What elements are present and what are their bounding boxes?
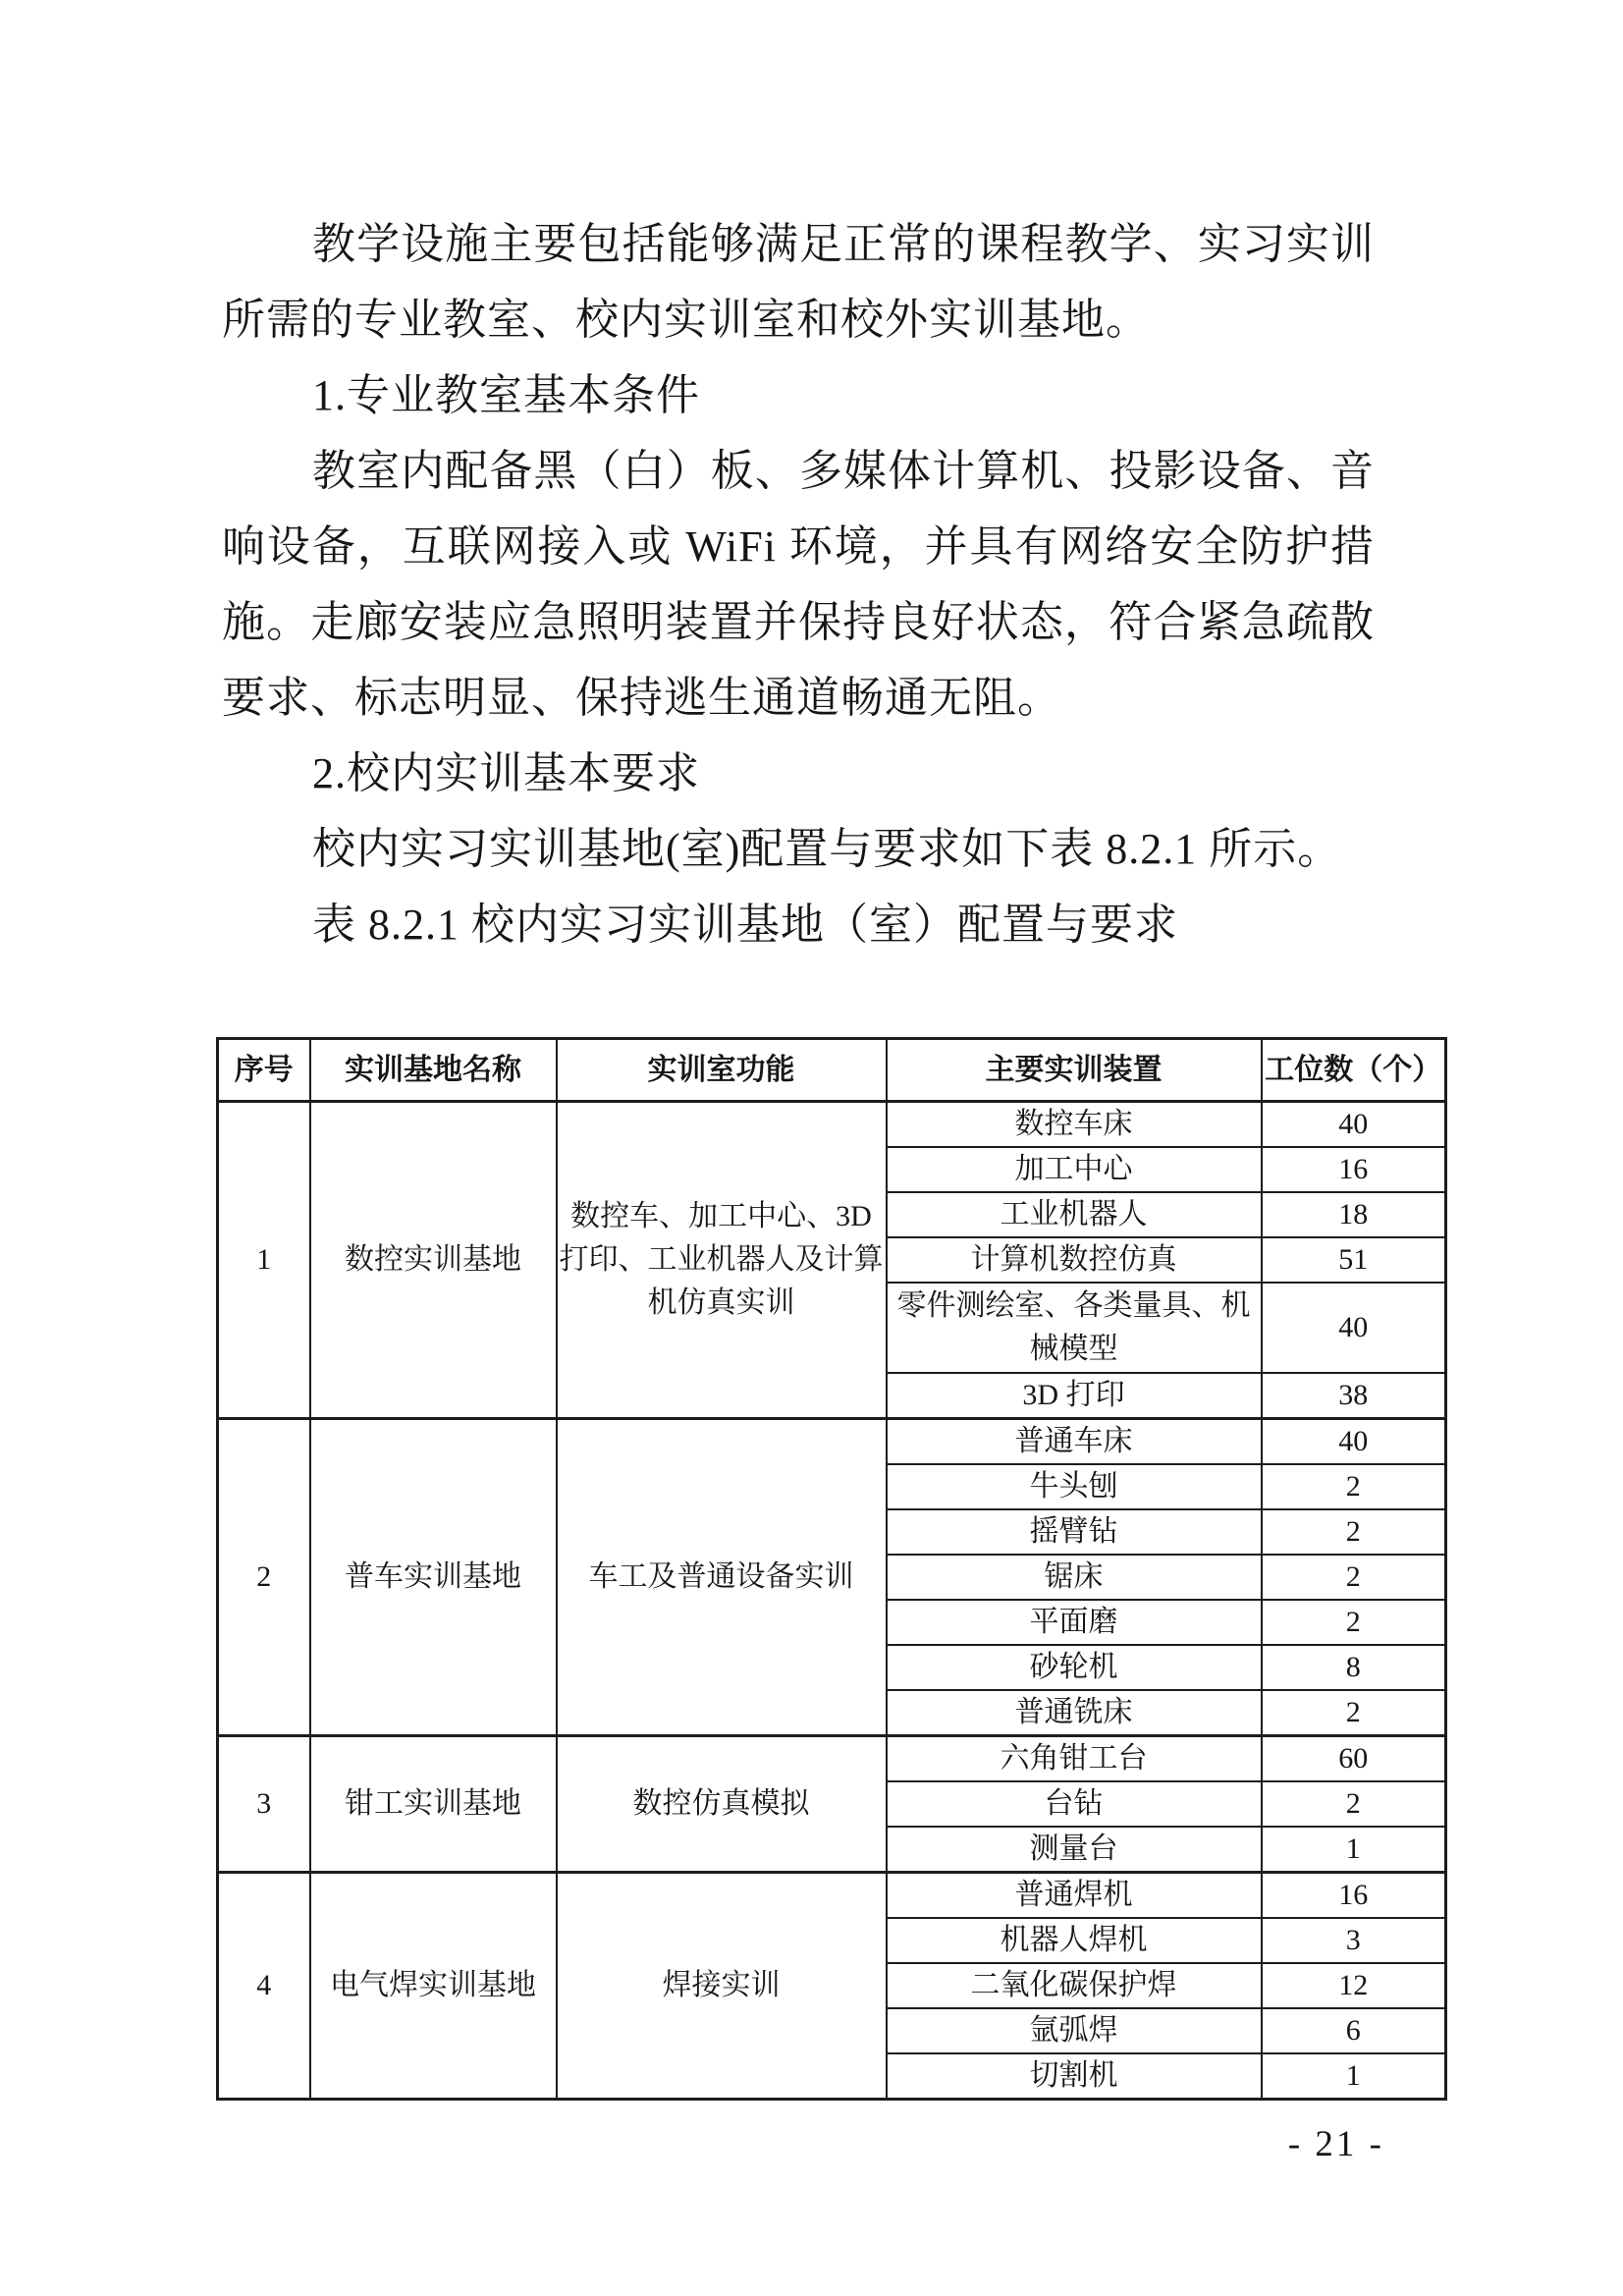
page-number: - 21 -: [1287, 2124, 1384, 2164]
table-row: [218, 1736, 1446, 1782]
equipment-cell: 切割机: [887, 2053, 1262, 2100]
seq-cell: 1: [218, 1102, 310, 1419]
equipment-cell: 摇臂钻: [887, 1509, 1262, 1555]
equipment-cell: 锯床: [887, 1555, 1262, 1600]
seq-cell: 4: [218, 1873, 310, 2100]
equipment-cell: 普通铣床: [887, 1690, 1262, 1736]
table-row: [218, 1102, 1446, 1148]
count-cell: 3: [1262, 1918, 1446, 1963]
equipment-cell: 测量台: [887, 1827, 1262, 1873]
col-header-room-function: 实训室功能: [557, 1039, 887, 1102]
equipment-cell: 工业机器人: [887, 1192, 1262, 1237]
count-cell: 6: [1262, 2008, 1446, 2053]
training-base-table: [216, 1037, 1447, 2101]
count-cell: 2: [1262, 1690, 1446, 1736]
base-name-cell: 普车实训基地: [310, 1419, 557, 1736]
equipment-cell: 计算机数控仿真: [887, 1237, 1262, 1283]
col-header-workstations: 工位数（个）: [1262, 1039, 1446, 1102]
table-header-row: [218, 1039, 1446, 1102]
heading-classroom-conditions: 1.专业教室基本条件: [312, 371, 700, 419]
count-cell: 18: [1262, 1192, 1446, 1237]
col-header-base-name: 实训基地名称: [310, 1039, 557, 1102]
equipment-cell: 六角钳工台: [887, 1736, 1262, 1782]
function-cell: 焊接实训: [557, 1873, 887, 2100]
seq-cell: 2: [218, 1419, 310, 1736]
equipment-cell: 3D 打印: [887, 1373, 1262, 1419]
table-row: [218, 1419, 1446, 1465]
count-cell: 16: [1262, 1147, 1446, 1192]
count-cell: 2: [1262, 1781, 1446, 1827]
col-header-seq: 序号: [218, 1039, 310, 1102]
count-cell: 60: [1262, 1736, 1446, 1782]
equipment-cell: 普通车床: [887, 1419, 1262, 1465]
function-cell: 数控车、加工中心、3D打印、工业机器人及计算机仿真实训: [557, 1102, 887, 1419]
equipment-cell: 加工中心: [887, 1147, 1262, 1192]
base-name-cell: 数控实训基地: [310, 1102, 557, 1419]
base-name-cell: 钳工实训基地: [310, 1736, 557, 1873]
seq-cell: 3: [218, 1736, 310, 1873]
equipment-cell: 台钻: [887, 1781, 1262, 1827]
page-content: [222, 206, 1442, 2101]
equipment-cell: 砂轮机: [887, 1645, 1262, 1690]
paragraph-table-reference: 校内实习实训基地(室)配置与要求如下表 8.2.1 所示。: [312, 825, 1342, 873]
function-cell: 数控仿真模拟: [557, 1736, 887, 1873]
paragraph-teaching-facilities: 教学设施主要包括能够满足正常的课程教学、实习实训所需的专业教室、校内实训室和校外实训基地。: [222, 220, 1375, 344]
col-header-main-equipment: 主要实训装置: [887, 1039, 1262, 1102]
equipment-cell: 机器人焊机: [887, 1918, 1262, 1963]
equipment-cell: 零件测绘室、各类量具、机械模型: [887, 1283, 1262, 1373]
table-row: [218, 1873, 1446, 1919]
count-cell: 12: [1262, 1963, 1446, 2008]
heading-campus-training: 2.校内实训基本要求: [312, 749, 700, 797]
count-cell: 1: [1262, 2053, 1446, 2100]
count-cell: 2: [1262, 1464, 1446, 1509]
count-cell: 40: [1262, 1102, 1446, 1148]
base-name-cell: 电气焊实训基地: [310, 1873, 557, 2100]
count-cell: 38: [1262, 1373, 1446, 1419]
count-cell: 8: [1262, 1645, 1446, 1690]
count-cell: 2: [1262, 1600, 1446, 1645]
equipment-cell: 二氧化碳保护焊: [887, 1963, 1262, 2008]
function-cell: 车工及普通设备实训: [557, 1419, 887, 1736]
count-cell: 2: [1262, 1509, 1446, 1555]
count-cell: 2: [1262, 1555, 1446, 1600]
equipment-cell: 普通焊机: [887, 1873, 1262, 1919]
count-cell: 51: [1262, 1237, 1446, 1283]
count-cell: 40: [1262, 1419, 1446, 1465]
table-caption: 表 8.2.1 校内实习实训基地（室）配置与要求: [312, 901, 1178, 949]
count-cell: 1: [1262, 1827, 1446, 1873]
count-cell: 16: [1262, 1873, 1446, 1919]
equipment-cell: 平面磨: [887, 1600, 1262, 1645]
equipment-cell: 氩弧焊: [887, 2008, 1262, 2053]
paragraph-classroom-equipment: 教室内配备黑（白）板、多媒体计算机、投影设备、音响设备，互联网接入或 WiFi 环境，并具有网络安全防护措施。走廊安装应急照明装置并保持良好状态，符合紧急疏散要求、标志明显、保持逃生通道畅通无阻。: [222, 447, 1375, 722]
equipment-cell: 牛头刨: [887, 1464, 1262, 1509]
count-cell: 40: [1262, 1283, 1446, 1373]
equipment-cell: 数控车床: [887, 1102, 1262, 1148]
